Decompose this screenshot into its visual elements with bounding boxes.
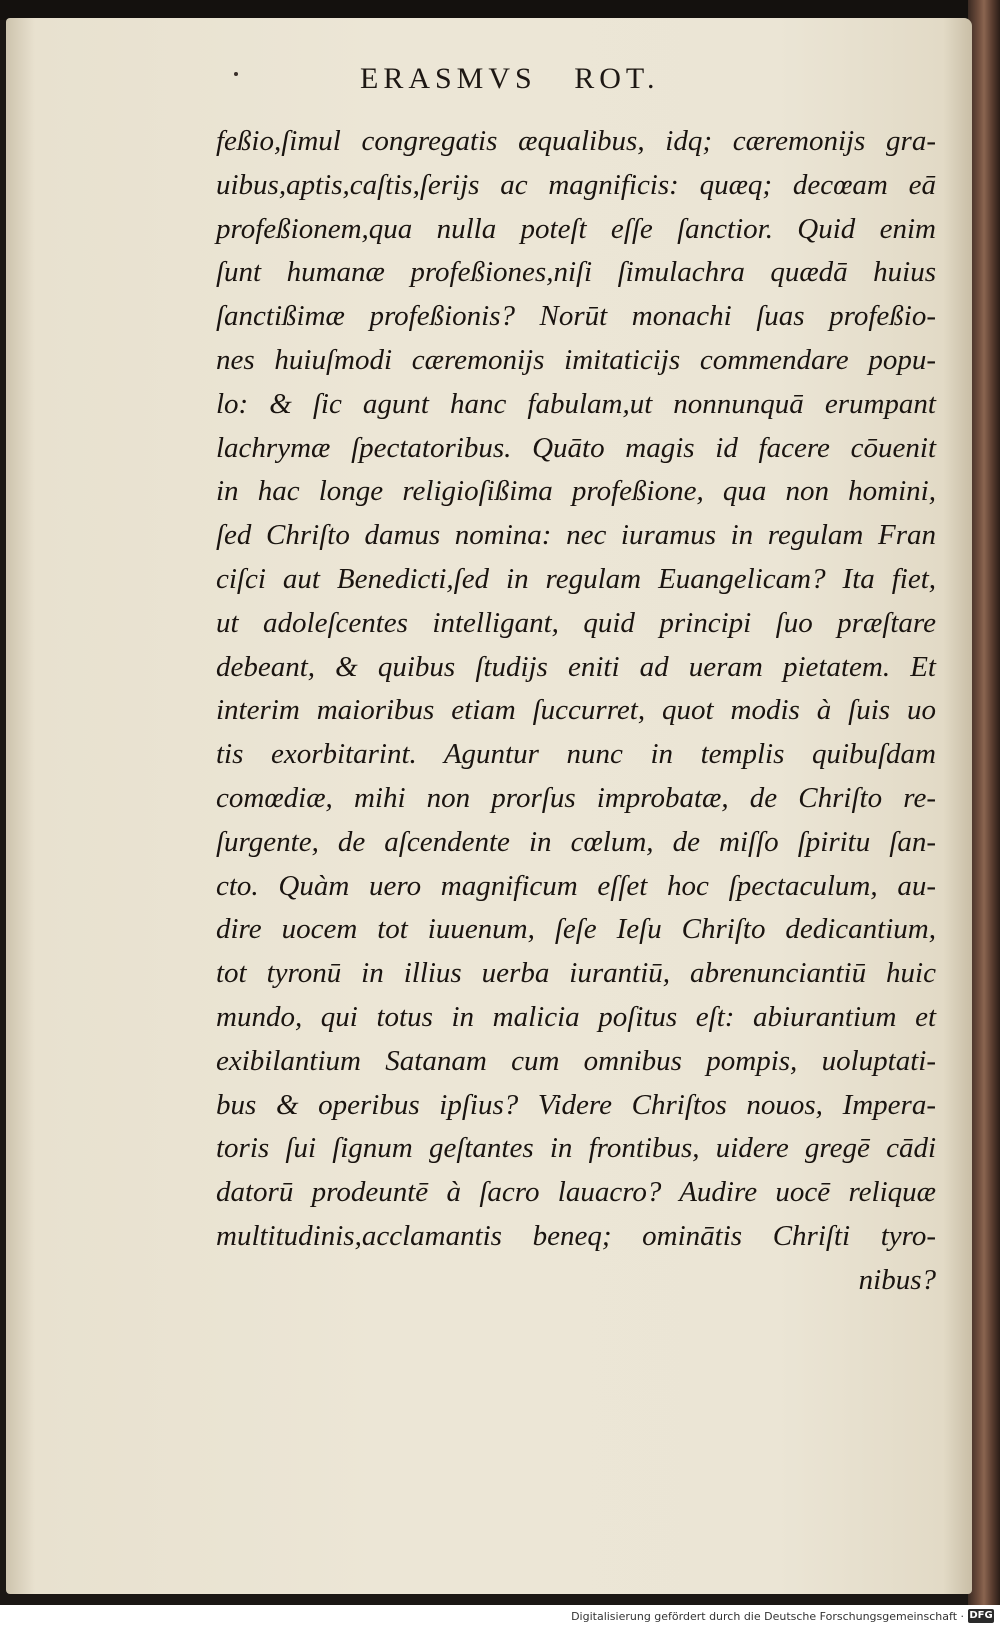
- text-line: mundo, qui totus in malicia poſitus eſt: abiurantium et: [216, 1000, 936, 1033]
- body-text: [216, 120, 936, 1303]
- text-line: ſurgente, de aſcendente in cœlum, de miſſo ſpiritu ſan-: [216, 825, 936, 858]
- running-title: ERASMVS ROT.: [360, 62, 660, 95]
- text-line: ſanctißimæ profeßionis? Norūt monachi ſuas profeßio-: [216, 300, 936, 333]
- text-line: lachrymæ ſpectatoribus. Quāto magis id facere cōuenit: [216, 431, 936, 464]
- text-line: comœdiæ, mihi non prorſus improbatæ, de Chriſto re-: [216, 781, 936, 814]
- text-line: toris ſui ſignum geſtantes in frontibus, uidere gregē cādi: [216, 1132, 936, 1165]
- text-line: ſed Chriſto damus nomina: nec iuramus in regulam Fran: [216, 519, 936, 552]
- text-line: profeßionem,qua nulla poteſt eſſe ſanctior. Quid enim: [216, 212, 936, 245]
- text-line: debeant, & quibus ſtudijs eniti ad ueram pietatem. Et: [216, 650, 936, 683]
- text-line-catchword: nibus?: [858, 1263, 936, 1296]
- text-line: tot tyronū in illius uerba iurantiū, abrenunciantiū huic: [216, 957, 936, 990]
- text-line: ut adoleſcentes intelligant, quid principi ſuo præſtare: [216, 606, 936, 639]
- dfg-logo: DFG: [969, 1610, 993, 1621]
- text-line: in hac longe religioſißima profeßione, qua non homini,: [216, 475, 936, 508]
- page-mark: [234, 72, 238, 76]
- digitization-credit: Digitalisierung gefördert durch die Deutsche Forschungsgemeinschaft ·: [571, 1610, 964, 1623]
- text-line: multitudinis,acclamantis beneq; ominātis Chriſti tyro-: [216, 1219, 936, 1252]
- text-line: interim maioribus etiam ſuccurret, quot modis à ſuis uo: [216, 694, 936, 727]
- scan-top-border: [0, 0, 1000, 20]
- text-line: datorū prodeuntē à ſacro lauacro? Audire uocē reliquæ: [216, 1176, 936, 1209]
- text-line: exibilantium Satanam cum omnibus pompis, uoluptati-: [216, 1044, 936, 1077]
- text-line: dire uocem tot iuuenum, ſeſe Ieſu Chriſto dedicantium,: [216, 913, 936, 946]
- text-line: ciſci aut Benedicti,ſed in regulam Euangelicam? Ita fiet,: [216, 562, 936, 595]
- text-line: uibus,aptis,caſtis,ſerijs ac magnificis: quæq; decœam eā: [216, 168, 936, 201]
- text-line: ſunt humanæ profeßiones,niſi ſimulachra quædā huius: [216, 256, 936, 289]
- text-line: cto. Quàm uero magnificum eſſet hoc ſpectaculum, au-: [216, 869, 936, 902]
- text-line: tis exorbitarint. Aguntur nunc in templis quibuſdam: [216, 738, 936, 771]
- text-line: bus & operibus ipſius? Videre Chriſtos nouos, Impera-: [216, 1088, 936, 1121]
- text-line: feßio,ſimul congregatis æqualibus, idq; cæremonijs gra-: [216, 125, 936, 157]
- book-edge: [968, 0, 1000, 1605]
- text-line: nes huiuſmodi cæremonijs imitaticijs commendare popu-: [216, 343, 936, 376]
- text-line: lo: & ſic agunt hanc fabulam,ut nonnunquā erumpant: [216, 387, 936, 420]
